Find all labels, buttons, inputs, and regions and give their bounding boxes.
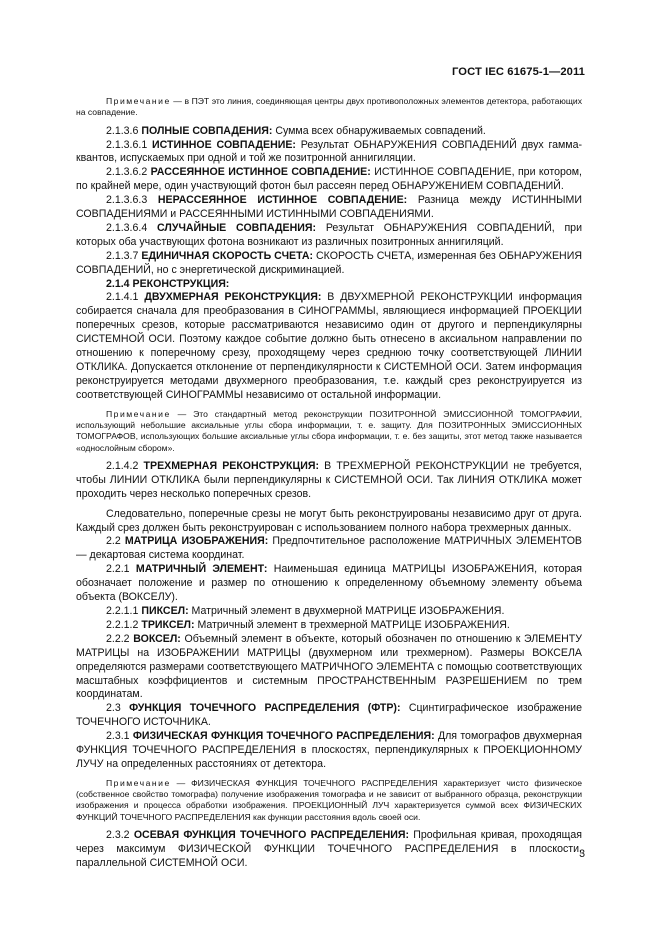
clause-number: 2.1.3.6 [106, 124, 139, 137]
term-paragraph [76, 222, 582, 250]
term-definition: ИСТИННОЕ СОВПАДЕНИЕ, при котором, по крайней мере, один участвующий фотон был рассеян перед ОБНАРУЖЕНИЕМ СОВПАДЕНИЙ. [76, 166, 582, 193]
document-body [76, 96, 582, 871]
document-header: ГОСТ IEC 61675-1—2011 [451, 66, 585, 78]
term-paragraph [76, 563, 582, 605]
clause-number: 2.3.1 [106, 730, 130, 743]
term-paragraph [76, 829, 582, 871]
term-paragraph [76, 633, 582, 703]
note-paragraph [76, 96, 582, 119]
term-heading: ФИЗИЧЕСКАЯ ФУНКЦИЯ ТОЧЕЧНОГО РАСПРЕДЕЛЕНИЯ: [132, 730, 435, 743]
term-heading: РАССЕЯННОЕ ИСТИННОЕ СОВПАДЕНИЕ: [150, 166, 371, 179]
clause-number: 2.2.1.2 [106, 618, 139, 631]
term-definition: Матричный элемент в двухмерной МАТРИЦЕ ИЗОБРАЖЕНИЯ. [188, 604, 505, 617]
term-heading: ЕДИНИЧНАЯ СКОРОСТЬ СЧЕТА: [141, 249, 314, 262]
clause-number: 2.1.3.7 [106, 249, 139, 262]
clause-number: 2.1.3.6.2 [106, 166, 148, 179]
clause-number: 2.1.4.1 [106, 291, 139, 304]
clause-number: 2.1.4.2 [106, 459, 139, 472]
term-paragraph [76, 619, 582, 633]
note-text: — в ПЭТ это линия, соединяющая центры двух противоположных элементов детектора, работающих на совпадение. [76, 96, 582, 118]
term-heading: ПИКСЕЛ: [141, 604, 189, 617]
term-definition: В ДВУХМЕРНОЙ РЕКОНСТРУКЦИИ информация собирается сначала для преобразования в СИНОГРАММЫ, являющиеся информацией ПРОЕКЦИИ поперечных срезов, которые рассматриваются независимо один от другого и перпендикулярны СИСТЕМНОЙ ОСИ. Поэтому каждое событие должно быть отнесено в аксиальном направлении по отношению к поперечному срезу, проходящему через среднюю точку соответствующей ЛИНИИ ОТКЛИКА. Допускается отклонение от перпендикулярности к СИСТЕМНОЙ ОСИ. Затем информация реконструируется методами двухмерного преобразования, т.е. каждый срез реконструируется из соответствующей СИНОГРАММЫ независимо от остальной информации. [76, 291, 582, 401]
term-heading: ИСТИННОЕ СОВПАДЕНИЕ: [152, 138, 296, 151]
clause-number: 2.1.3.6.1 [106, 138, 148, 151]
note-label: Примечание [106, 96, 171, 106]
term-definition: Для томографов двухмерная ФУНКЦИЯ ТОЧЕЧНОГО РАСПРЕДЕЛЕНИЯ в плоскостях, перпендикулярных к ПРОЕКЦИОННОМУ ЛУЧУ на определенных расстояниях от детектора. [76, 730, 582, 770]
clause-number: 2.2.2 [106, 632, 130, 645]
term-heading: РЕКОНСТРУКЦИЯ: [132, 277, 230, 290]
note-label: Примечание [106, 777, 171, 788]
term-heading: ПОЛНЫЕ СОВПАДЕНИЯ: [141, 124, 273, 137]
term-paragraph [76, 291, 582, 402]
term-definition: Результат ОБНАРУЖЕНИЯ СОВПАДЕНИЙ двух гамма-квантов, испускаемых при одной и той же позитронной аннигиляции. [76, 138, 582, 165]
clause-number: 2.2 [106, 535, 121, 548]
term-definition: В ТРЕХМЕРНОЙ РЕКОНСТРУКЦИИ не требуется, чтобы ЛИНИИ ОТКЛИКА были перпендикулярны к СИСТЕМНОЙ ОСИ. Так ЛИНИЯ ОТКЛИКА может проходить через несколько поперечных срезов. [76, 459, 583, 500]
term-definition: Объемный элемент в объекте, который обозначен по отношению к ЭЛЕМЕНТУ МАТРИЦЫ на ИЗОБРАЖЕНИИ МАТРИЦЫ (двухмерном или трехмерном). Размеры ВОКСЕЛА определяются размерами соответствующего МАТРИЧНОГО ЭЛЕМЕНТА с помощью соответствующих масштабных коэффициентов и системным ПРОСТРАНСТВЕННЫМ РАЗРЕШЕНИЕМ по трем координатам. [76, 632, 582, 701]
clause-number: 2.2.1.1 [106, 604, 139, 617]
term-heading: ВОКСЕЛ: [133, 632, 181, 645]
clause-number: 2.3.2 [106, 829, 130, 842]
term-heading: ТРИКСЕЛ: [141, 618, 195, 631]
term-definition: Предпочтительное расположение МАТРИЧНЫХ ЭЛЕМЕНТОВ — декартовая система координат. [76, 535, 582, 562]
term-heading: ОСЕВАЯ ФУНКЦИЯ ТОЧЕЧНОГО РАСПРЕДЕЛЕНИЯ: [133, 829, 410, 842]
note-text: — Это стандартный метод реконструкции ПОЗИТРОННОЙ ЭМИССИОННОЙ ТОМОГРАФИИ, использующий небольшие аксиальные углы сбора информации, т. е. защиту. Для ПОЗИТРОННЫХ ЭМИССИОННЫХ ТОМОГРАФОВ, использующих большие аксиальные углы сбора информации, т. е. без защиты, этот метод также называется «однослойным сбором». [76, 408, 582, 453]
body-paragraph: Следовательно, поперечные срезы не могут быть реконструированы независимо друг от друга. Каждый срез должен быть реконструирован с использованием полного набора трехмерных данных. [76, 507, 582, 534]
clause-number: 2.1.3.6.3 [106, 194, 148, 207]
term-paragraph [76, 194, 582, 222]
term-heading: ТРЕХМЕРНАЯ РЕКОНСТРУКЦИЯ: [143, 459, 320, 472]
term-definition: Сумма всех обнаруживаемых совпадений. [272, 124, 486, 137]
term-definition: Матричный элемент в трехмерной МАТРИЦЕ ИЗОБРАЖЕНИЯ. [194, 618, 510, 631]
term-definition: Разница между ИСТИННЫМИ СОВПАДЕНИЯМИ и РАССЕЯННЫМИ ИСТИННЫМИ СОВПАДЕНИЯМИ. [76, 194, 582, 221]
term-heading: ФУНКЦИЯ ТОЧЕЧНОГО РАСПРЕДЕЛЕНИЯ (ФТР): [129, 702, 401, 715]
note-paragraph [76, 778, 582, 823]
term-paragraph [76, 250, 582, 278]
page-number: 3 [579, 848, 585, 860]
term-heading: СЛУЧАЙНЫЕ СОВПАДЕНИЯ: [157, 221, 317, 234]
term-heading: МАТРИЧНЫЙ ЭЛЕМЕНТ: [135, 563, 268, 576]
term-heading: МАТРИЦА ИЗОБРАЖЕНИЯ: [124, 535, 269, 548]
note-label: Примечание [106, 408, 171, 419]
term-paragraph [76, 730, 582, 772]
term-definition: СКОРОСТЬ СЧЕТА, измеренная без ОБНАРУЖЕНИЯ СОВПАДЕНИЙ, но с энергетической дискриминацией. [76, 249, 582, 276]
term-paragraph [76, 125, 582, 139]
term-paragraph [76, 139, 582, 167]
clause-number: 2.3 [106, 702, 121, 715]
section-heading [76, 278, 582, 292]
term-heading: НЕРАССЕЯННОЕ ИСТИННОЕ СОВПАДЕНИЕ: [157, 194, 408, 207]
term-definition: Результат ОБНАРУЖЕНИЯ СОВПАДЕНИЙ, при которых оба участвующих фотона возникают из различных позитронных аннигиляций. [76, 221, 582, 248]
term-paragraph [76, 702, 582, 730]
clause-number: 2.1.4 [106, 277, 130, 290]
term-paragraph [76, 605, 582, 619]
term-definition: Профильная кривая, проходящая через максимум ФИЗИЧЕСКОЙ ФУНКЦИИ ТОЧЕЧНОГО РАСПРЕДЕЛЕНИЯ в плоскости, параллельной СИСТЕМНОЙ ОСИ. [76, 829, 582, 869]
term-definition: Наименьшая единица МАТРИЦЫ ИЗОБРАЖЕНИЯ, которая обозначает положение и размер по отношению к определенному объемному элементу объема объекта (ВОКСЕЛУ). [76, 563, 582, 604]
term-paragraph [76, 535, 582, 563]
note-paragraph [76, 409, 582, 454]
clause-number: 2.2.1 [106, 563, 130, 576]
term-heading: ДВУХМЕРНАЯ РЕКОНСТРУКЦИЯ: [144, 291, 322, 304]
clause-number: 2.1.3.6.4 [106, 221, 148, 234]
note-text: — ФИЗИЧЕСКАЯ ФУНКЦИЯ ТОЧЕЧНОГО РАСПРЕДЕЛЕНИЯ характеризует чисто физическое (собственное свойство томографа) получение изображения томографа и не зависит от выбранного образца, реконструкции изображения и процесса обработки изображения. ПРОЕКЦИОННЫЙ ЛУЧ характеризуется суммой всех ФИЗИЧЕСКИХ ФУНКЦИЙ ТОЧЕЧНОГО РАСПРЕДЕЛЕНИЯ как функции расстояния вдоль своей оси. [76, 777, 582, 822]
term-paragraph [76, 460, 582, 502]
term-paragraph [76, 166, 582, 194]
term-definition: Сцинтиграфическое изображение ТОЧЕЧНОГО ИСТОЧНИКА. [76, 702, 582, 729]
